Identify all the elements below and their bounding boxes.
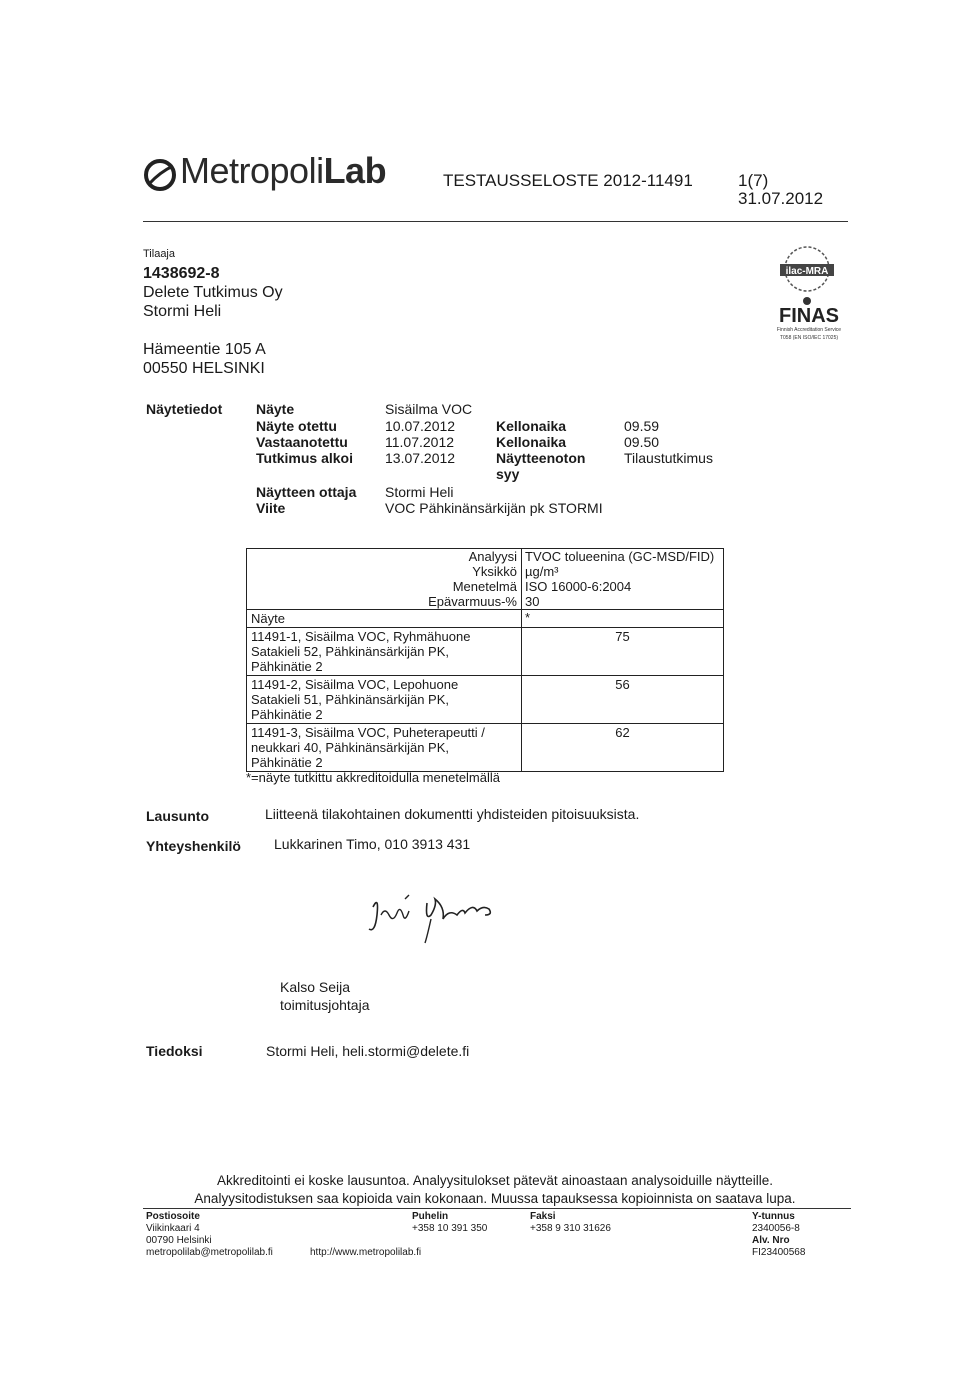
footer-ytunnus-value: 2340056-8 <box>752 1223 800 1234</box>
sample-info-label-time-received: Kellonaika <box>496 434 567 450</box>
client-city: 00550 HELSINKI <box>143 360 265 377</box>
disclaimer-line: Analyysitodistuksen saa kopioida vain kokonaan. Muussa tapauksessa kopioinnista on saatava lupa. <box>194 1191 796 1206</box>
footer-phone-label: Puhelin <box>412 1211 449 1222</box>
sample-line: neukkari 40, Pähkinänsärkijän PK, <box>251 740 450 755</box>
footer-fax <box>530 1211 611 1235</box>
sample-line: Pähkinätie 2 <box>251 755 323 770</box>
seal-standard-text: T058 (EN ISO/IEC 17025) <box>779 335 839 341</box>
results-meta-row <box>247 549 723 564</box>
sample-line: Pähkinätie 2 <box>251 659 323 674</box>
sample-info-value-received: 11.07.2012 <box>385 434 455 450</box>
sample-info-value-sampler: Stormi Heli <box>385 484 454 500</box>
footer-web-link[interactable]: http://www.metropolilab.fi <box>310 1247 422 1258</box>
cc-label: Tiedoksi <box>146 1043 203 1059</box>
accreditation-footnote: *=näyte tutkittu akkreditoidulla menetelmällä <box>246 770 501 785</box>
metropolilab-logo-icon <box>143 158 177 192</box>
table-row <box>247 676 723 724</box>
sample-info-label-taken: Näyte otettu <box>256 418 337 434</box>
sample-info-label-received: Vastaanotettu <box>256 434 348 450</box>
client-company: Delete Tutkimus Oy <box>143 284 283 301</box>
cc-text: Stormi Heli, heli.stormi@delete.fi <box>266 1043 470 1059</box>
sample-result-value: 62 <box>615 725 630 740</box>
sample-description <box>247 724 522 771</box>
footer-phone-value: +358 10 391 350 <box>412 1223 488 1234</box>
footer-alv-value: FI23400568 <box>752 1247 806 1258</box>
accreditation-seal-icon <box>760 244 855 349</box>
document-title: TESTAUSSELOSTE 2012-11491 <box>443 171 693 190</box>
disclaimer-line: Akkreditointi ei koske lausuntoa. Analyysitulokset pätevät ainoastaan analysoiduille näytteille. <box>216 1173 774 1188</box>
header-divider <box>143 221 848 222</box>
sample-line: 11491-3, Sisäilma VOC, Puheterapeutti / <box>251 725 485 740</box>
sample-info-section-label: Näytetiedot <box>146 401 223 417</box>
sample-info-value-time-taken: 09.59 <box>624 418 660 434</box>
statement-text: Liitteenä tilakohtainen dokumentti yhdisteiden pitoisuuksista. <box>265 806 640 822</box>
contact-person-text: Lukkarinen Timo, 010 3913 431 <box>274 836 471 852</box>
document-date: 31.07.2012 <box>738 189 824 208</box>
results-meta-label: Analyysi <box>247 549 522 564</box>
client-id: 1438692-8 <box>143 265 220 282</box>
footer-fax-value: +358 9 310 31626 <box>530 1223 611 1234</box>
footer-email-link[interactable]: metropolilab@metropolilab.fi <box>146 1247 273 1258</box>
results-meta-block <box>247 549 723 610</box>
footer-divider <box>143 1208 851 1209</box>
sample-info-label-reference: Viite <box>256 500 286 516</box>
table-row <box>247 724 723 771</box>
sample-line: Pähkinätie 2 <box>251 707 323 722</box>
results-header-row <box>247 610 723 628</box>
results-meta-label: Yksikkö <box>247 564 522 579</box>
results-meta-label: Menetelmä <box>247 579 522 594</box>
sample-info-value-started: 13.07.2012 <box>385 450 456 466</box>
results-sample-header: Näyte <box>247 610 522 627</box>
sample-info-value-reference: VOC Pähkinänsärkijän pk STORMI <box>385 500 603 516</box>
footer-ytunnus-label: Y-tunnus <box>752 1211 795 1222</box>
sample-info-label-sample: Näyte <box>256 401 295 417</box>
accredited-marker: * <box>525 610 531 625</box>
footer-alv-label: Alv. Nro <box>752 1235 790 1246</box>
results-meta-row <box>247 594 723 609</box>
sample-result-value: 56 <box>615 677 630 692</box>
client-contact: Stormi Heli <box>143 303 222 320</box>
sample-line: Satakieli 52, Pähkinänsärkijän PK, <box>251 644 450 659</box>
sample-description <box>247 628 522 675</box>
sample-line: 11491-2, Sisäilma VOC, Lepohuone <box>251 677 459 692</box>
results-meta-value: µg/m³ <box>525 564 559 579</box>
sample-info-label-sampler: Näytteen ottaja <box>256 484 357 500</box>
footer-postal-line: Viikinkaari 4 <box>146 1223 200 1234</box>
footer-phone <box>412 1211 487 1235</box>
footer-postal <box>146 1211 273 1259</box>
client-label: Tilaaja <box>143 248 175 260</box>
sample-info-label-started: Tutkimus alkoi <box>256 450 353 466</box>
footer-postal-label: Postiosoite <box>146 1211 200 1222</box>
footer-postal-line: 00790 Helsinki <box>146 1235 212 1246</box>
statement-label: Lausunto <box>146 808 209 824</box>
signer-title: toimitusjohtaja <box>280 997 370 1013</box>
logo-wordmark: MetropoliLab <box>180 150 387 191</box>
seal-finas-text: FINAS <box>779 305 839 327</box>
sample-info-value-sample: Sisäilma VOC <box>385 401 473 417</box>
footer-business-id <box>752 1211 805 1259</box>
footer-fax-label: Faksi <box>530 1211 556 1222</box>
sample-info-value-taken: 10.07.2012 <box>385 418 456 434</box>
results-table <box>246 548 724 772</box>
sample-line: Satakieli 51, Pähkinänsärkijän PK, <box>251 692 450 707</box>
results-meta-label: Epävarmuus-% <box>247 594 522 609</box>
seal-mra-text: ilac-MRA <box>785 266 829 277</box>
results-meta-value: 30 <box>525 594 540 609</box>
client-street: Hämeentie 105 A <box>143 341 266 358</box>
signer-block <box>280 978 370 1014</box>
sample-info-value-time-received: 09.50 <box>624 434 660 450</box>
sample-info-value-reason: Tilaustutkimus <box>624 450 713 466</box>
results-meta-row <box>247 579 723 594</box>
sample-info-label-time-taken: Kellonaika <box>496 418 567 434</box>
sample-line: 11491-1, Sisäilma VOC, Ryhmähuone <box>251 629 471 644</box>
table-row <box>247 628 723 676</box>
disclaimer <box>140 1172 850 1208</box>
sample-info-label-reason: Näytteenoton syy <box>496 450 586 482</box>
sample-description <box>247 676 522 723</box>
handwritten-signature-icon <box>365 885 505 945</box>
page-number: 1(7) <box>738 171 769 190</box>
results-meta-row <box>247 564 723 579</box>
results-meta-value: ISO 16000-6:2004 <box>525 579 632 594</box>
client-address-block <box>143 245 283 378</box>
contact-person-label: Yhteyshenkilö <box>146 838 241 854</box>
results-meta-value: TVOC tolueenina (GC-MSD/FID) <box>525 549 715 564</box>
signer-name: Kalso Seija <box>280 979 351 995</box>
sample-result-value: 75 <box>615 629 630 644</box>
seal-service-text: Finnish Accreditation Service <box>776 327 842 333</box>
